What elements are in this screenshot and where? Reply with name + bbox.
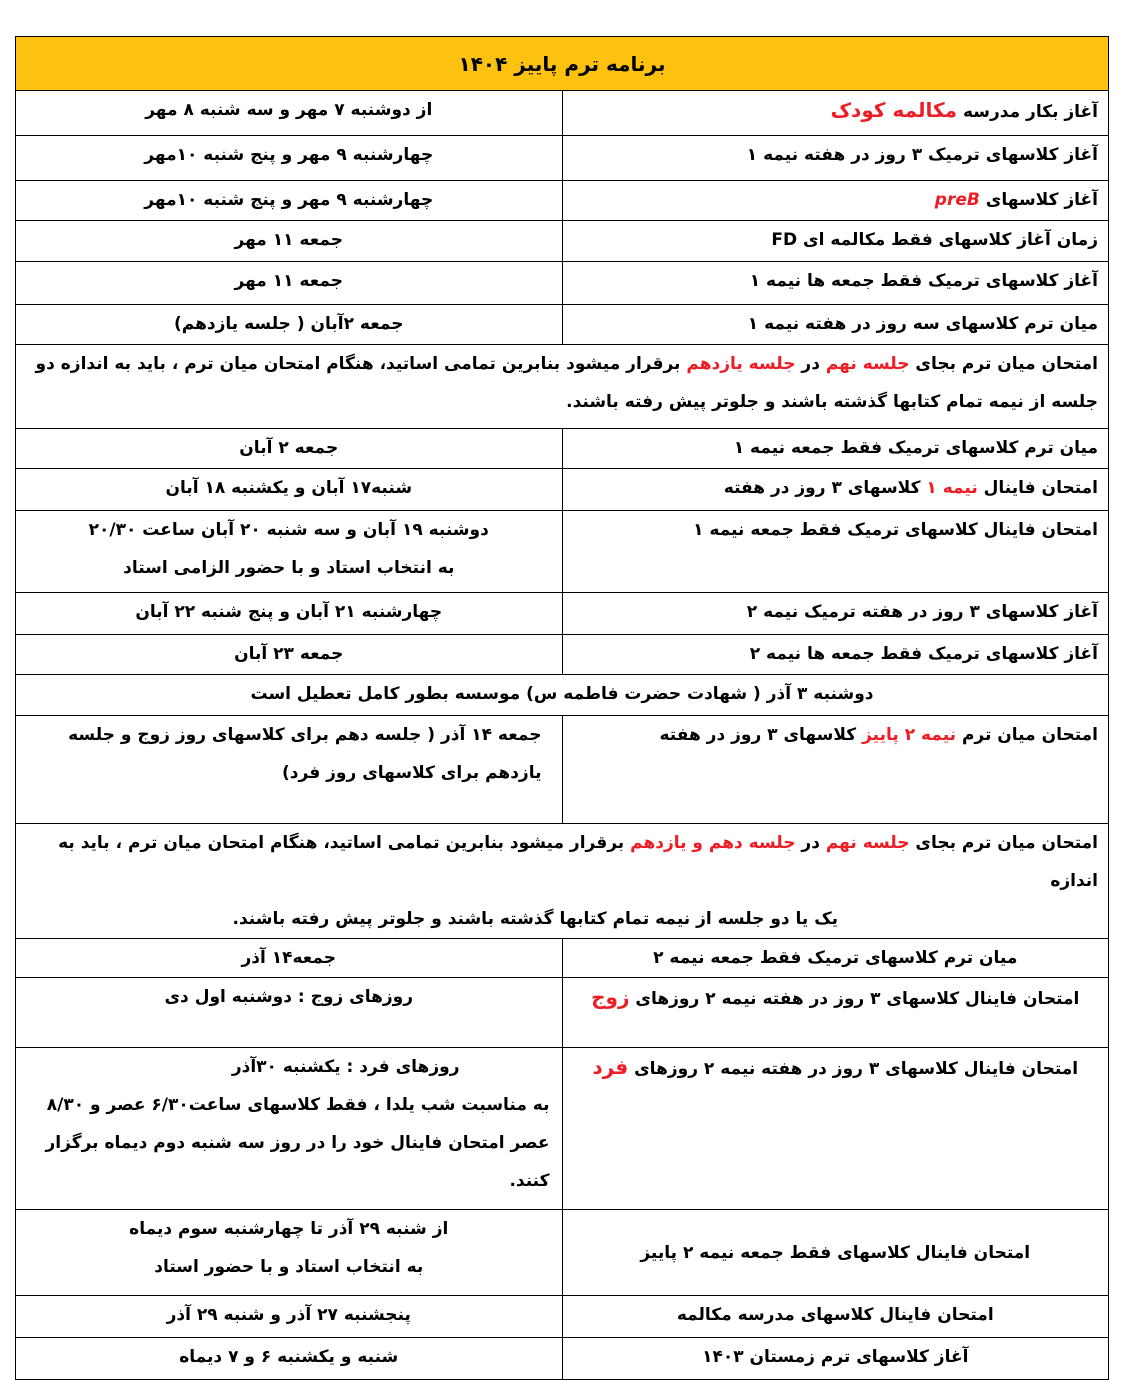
row-label: میان ترم کلاسهای ترمیک فقط جمعه نیمه ۱ [562, 429, 1109, 469]
row-value: جمعه ۲۳ آبان [16, 635, 563, 675]
row-value: پنجشنبه ۲۷ آذر و شنبه ۲۹ آذر [16, 1296, 563, 1338]
schedule-table [15, 36, 1109, 1380]
row-value: جمعه ۲ آبان [16, 429, 563, 469]
row-label: امتحان فاینال کلاسهای فقط جمعه نیمه ۲ پاییز [562, 1210, 1109, 1296]
table-row [16, 181, 1109, 221]
row-label: امتحان فاینال کلاسهای مدرسه مکالمه [562, 1296, 1109, 1338]
row-value: چهارشنبه ۹ مهر و پنج شنبه ۱۰مهر [16, 181, 563, 221]
row-label: آغاز کلاسهای ترمیک ۳ روز در هفته نیمه ۱ [562, 136, 1109, 181]
table-row [16, 978, 1109, 1048]
table-row [16, 1338, 1109, 1380]
row-value: شنبه و یکشنبه ۶ و ۷ دیماه [16, 1338, 563, 1380]
row-label: آغاز کلاسهای preB [562, 181, 1109, 221]
table-row [16, 716, 1109, 824]
row-label: آغاز کلاسهای ترم زمستان ۱۴۰۳ [562, 1338, 1109, 1380]
table-row [16, 305, 1109, 345]
highlight-text: preB [934, 190, 980, 210]
row-value: روزهای فرد : یکشنبه ۳۰آذر به مناسبت شب یلدا ، فقط کلاسهای ساعت۶/۳۰ عصر و ۸/۳۰ عصر امتحان فاینال خود را در روز سه شنبه دوم دیماه برگزار کنند. [16, 1048, 563, 1210]
table-row [16, 91, 1109, 136]
row-label: آغاز کلاسهای ترمیک فقط جمعه ها نیمه ۱ [562, 262, 1109, 305]
midterm-note-2: امتحان میان ترم بجای جلسه نهم در جلسه دهم و یازدهم برقرار میشود بنابرین تمامی اساتید، هنگام امتحان میان ترم ، باید به اندازه یک یا دو جلسه از نیمه تمام کتابها گذشته باشند و جلوتر پیش رفته باشند. [16, 824, 1109, 939]
note-row [16, 824, 1109, 939]
row-value: چهارشنبه ۹ مهر و پنج شنبه ۱۰مهر [16, 136, 563, 181]
row-label: میان ترم کلاسهای سه روز در هفته نیمه ۱ [562, 305, 1109, 345]
row-value: چهارشنبه ۲۱ آبان و پنج شنبه ۲۲ آبان [16, 593, 563, 635]
row-label: آغاز بکار مدرسه مکالمه کودک [562, 91, 1109, 136]
row-label: امتحان فاینال کلاسهای ۳ روز در هفته نیمه ۲ روزهای زوج [562, 978, 1109, 1048]
midterm-note-1: امتحان میان ترم بجای جلسه نهم در جلسه یازدهم برقرار میشود بنابرین تمامی اساتید، هنگام امتحان میان ترم ، باید به اندازه دو جلسه از نیمه تمام کتابها گذشته باشند و جلوتر پیش رفته باشند. [16, 345, 1109, 429]
row-value: جمعه ۱۱ مهر [16, 221, 563, 262]
highlight-text: مکالمه کودک [830, 98, 958, 122]
table-row [16, 469, 1109, 511]
row-value: جمعه ۱۴ آذر ( جلسه دهم برای کلاسهای روز زوج و جلسه یازدهم برای کلاسهای روز فرد) [16, 716, 563, 824]
row-value: از شنبه ۲۹ آذر تا چهارشنبه سوم دیماه به انتخاب استاد و با حضور استاد [16, 1210, 563, 1296]
table-row [16, 262, 1109, 305]
row-value: از دوشنبه ۷ مهر و سه شنبه ۸ مهر [16, 91, 563, 136]
row-label: آغاز کلاسهای ترمیک فقط جمعه ها نیمه ۲ [562, 635, 1109, 675]
row-label: امتحان میان ترم نیمه ۲ پاییز کلاسهای ۳ روز در هفته [562, 716, 1109, 824]
row-label: امتحان فاینال نیمه ۱ کلاسهای ۳ روز در هفته [562, 469, 1109, 511]
row-value: جمعه۱۴ آذر [16, 939, 563, 978]
row-value: شنبه۱۷ آبان و یکشنبه ۱۸ آبان [16, 469, 563, 511]
note-row [16, 345, 1109, 429]
row-value: جمعه ۱۱ مهر [16, 262, 563, 305]
table-row [16, 635, 1109, 675]
table-title: برنامه ترم پاییز ۱۴۰۴ [16, 37, 1109, 91]
row-value: دوشنبه ۱۹ آبان و سه شنبه ۲۰ آبان ساعت ۲۰/۳۰ به انتخاب استاد و با حضور الزامی استاد [16, 511, 563, 593]
row-value: روزهای زوج : دوشنبه اول دی [16, 978, 563, 1048]
holiday-notice: دوشنبه ۳ آذر ( شهادت حضرت فاطمه س) موسسه بطور کامل تعطیل است [16, 675, 1109, 716]
table-row [16, 1210, 1109, 1296]
table-row [16, 511, 1109, 593]
table-row [16, 429, 1109, 469]
row-label: امتحان فاینال کلاسهای ترمیک فقط جمعه نیمه ۱ [562, 511, 1109, 593]
row-label: زمان آغاز کلاسهای فقط مکالمه ای FD [562, 221, 1109, 262]
table-row [16, 593, 1109, 635]
table-row [16, 136, 1109, 181]
holiday-row [16, 675, 1109, 716]
row-label: میان ترم کلاسهای ترمیک فقط جمعه نیمه ۲ [562, 939, 1109, 978]
row-label: آغاز کلاسهای ۳ روز در هفته ترمیک نیمه ۲ [562, 593, 1109, 635]
table-row [16, 1048, 1109, 1210]
row-label: امتحان فاینال کلاسهای ۳ روز در هفته نیمه ۲ روزهای فرد [562, 1048, 1109, 1210]
table-row [16, 939, 1109, 978]
table-row [16, 1296, 1109, 1338]
table-row [16, 221, 1109, 262]
row-value: جمعه ۲آبان ( جلسه یازدهم) [16, 305, 563, 345]
